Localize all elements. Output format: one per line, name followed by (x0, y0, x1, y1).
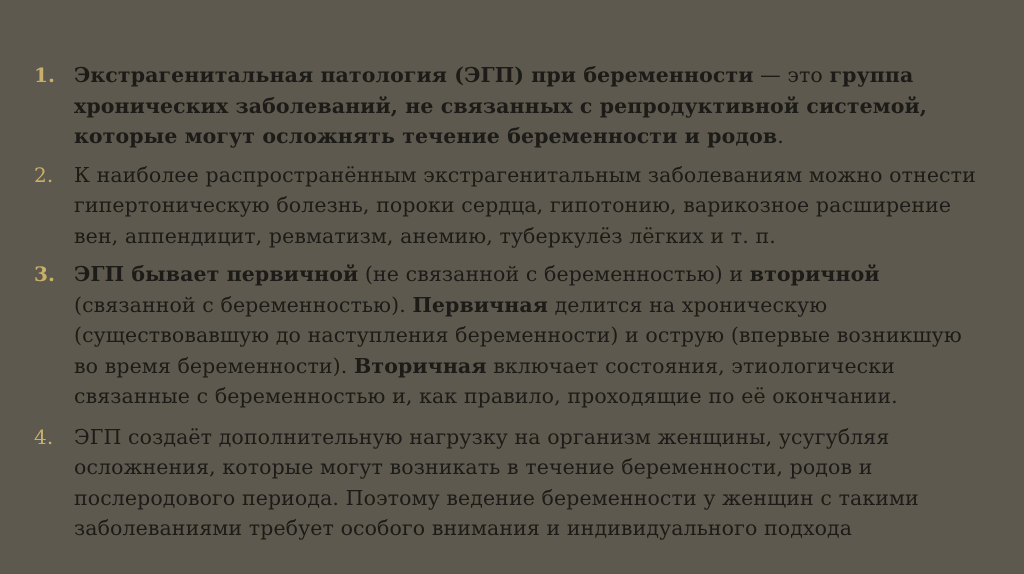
list-number-4: 4. (34, 424, 54, 449)
item-3-secondary-bold: Вторичная (353, 353, 487, 378)
item-1-period: . (777, 124, 784, 148)
list-number-1: 1. (34, 63, 56, 87)
list-item-3 (32, 259, 992, 412)
item-1-dash: — это (753, 63, 830, 87)
term-egp-definition: Экстрагенитальная патология (ЭГП) при беременности (74, 63, 754, 87)
item-3-text-b: (связанной с беременностью). (74, 292, 413, 317)
item-3-secondary-term: вторичной (749, 262, 880, 286)
item-3-text-a: (не связанной с беременностью) и (358, 262, 750, 286)
list-item-2 (32, 160, 992, 252)
list-item-1 (32, 60, 992, 152)
item-4-text: ЭГП создаёт дополнительную нагрузку на организм женщины, усугубляя осложнения, которые могут возникать в течение беременности, родов и послеродового периода. Поэтому ведение беременности у женщин с такими заболеваниями требует особого внимания и индивидуального подхода (74, 424, 919, 540)
list-number-2: 2. (34, 162, 54, 187)
item-3-text-d: включает состояния, этиологически связанные с беременностью и, как правило, проходящие по её окончании. (74, 353, 898, 408)
item-3-primary-term: ЭГП бывает первичной (74, 262, 359, 286)
item-1-definition: группа хронических заболеваний, не связанных с репродуктивной системой, которые могут осложнять течение беременности и родов (74, 63, 928, 148)
list-number-3: 3. (34, 262, 56, 286)
item-3-primary-bold: Первичная (412, 292, 548, 317)
list-item-4 (32, 422, 992, 544)
item-3-text-c: делится на хроническую (существовавшую до наступления беременности) и острую (впервые возникшую во время беременности). (74, 292, 962, 378)
numbered-list (32, 60, 992, 552)
item-2-text: К наиболее распространённым экстрагенитальным заболеваниям можно отнести гипертоническую болезнь, пороки сердца, гипотонию, варикозное расширение вен, аппендицит, ревматизм, анемию, туберкулёз лёгких и т. п. (74, 162, 976, 248)
